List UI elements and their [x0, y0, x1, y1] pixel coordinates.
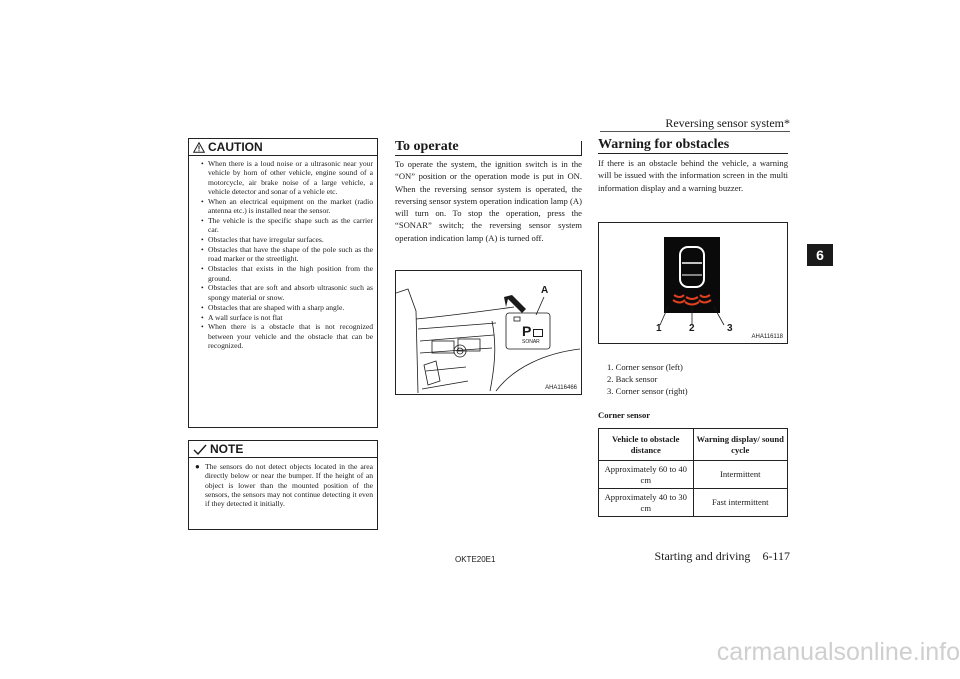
- vehicle-top-view: [664, 237, 720, 313]
- note-text: The sensors do not detect objects located in the area directly below or near the bumper. If the height of an object is lower than the mounted position of the sensors, the sensors may not continue detecting it even if they detected it initially.: [205, 462, 373, 509]
- warning-rule: [598, 153, 788, 154]
- caution-item: • Obstacles that are soft and absorb ultrasonic such as spongy material or snow.: [201, 283, 373, 302]
- page-number: 6-117: [762, 549, 790, 563]
- caution-item: • Obstacles that exists in the high position from the ground.: [201, 264, 373, 283]
- sonar-p-symbol: P: [522, 323, 532, 339]
- table-cell: Approximately 40 to 30 cm: [599, 489, 694, 517]
- pointer-arrow-icon: [500, 293, 528, 321]
- sensor-arc-right: [700, 295, 710, 297]
- caution-item: • Obstacles that have irregular surfaces.: [201, 235, 373, 244]
- corner-sensor-table: [598, 428, 788, 517]
- footer-title: [620, 549, 790, 564]
- chapter-tab: 6: [807, 244, 833, 266]
- sonar-switch: [520, 325, 548, 343]
- table-cell: Fast intermittent: [693, 489, 788, 517]
- display-figure: [598, 222, 788, 344]
- list-item: 3. Corner sensor (right): [607, 386, 688, 396]
- footer-code: OKTE20E1: [455, 555, 496, 564]
- caution-item: • A wall surface is not flat: [201, 313, 373, 322]
- table-row: [599, 461, 788, 489]
- note-check-icon: [193, 444, 207, 455]
- warning-triangle-icon: [193, 142, 205, 153]
- sonar-car-icon: [533, 329, 543, 337]
- sensor-arc-center: [686, 297, 698, 299]
- caution-box: [188, 138, 378, 428]
- caution-header: [189, 139, 377, 156]
- note-box: [188, 440, 378, 530]
- to-operate-text: To operate the system, the ignition switch is in the “ON” position or the operation mode is put in ON. When the reversing sensor system is operated, the reversing sensor system operation indication lamp (A) will turn on. To stop the operation, press the “SONAR” switch; the reversing sensor system operation indication lamp (A) is turned off.: [395, 159, 582, 243]
- to-operate-rule: [395, 155, 582, 156]
- caution-item: • Obstacles that have the shape of the pole such as the road marker or the streetlight.: [201, 245, 373, 264]
- callout-2: 2: [689, 323, 695, 334]
- footer-section: Starting and driving: [654, 549, 751, 563]
- warning-text: If there is an obstacle behind the vehicle, a warning will be issued with the information screen in the multi information display and a warning buzzer.: [598, 158, 788, 193]
- table-cell: Intermittent: [693, 461, 788, 489]
- to-operate-rule-tick: [581, 141, 582, 155]
- list-item: 2. Back sensor: [607, 374, 658, 384]
- note-body: [195, 462, 373, 509]
- caution-item: • When an electrical equipment on the market (radio antenna etc.) is installed near the sensor.: [201, 197, 373, 216]
- caution-item: • The vehicle is the specific shape such as the carrier car.: [201, 216, 373, 235]
- caution-item: • When there is a loud noise or a ultrasonic near your vehicle by horn of other vehicle, engine sound of a motorcycle, air brake noise of a large vehicle, a vehicle detector and sonar of a vehicle etc.: [201, 159, 373, 196]
- table-row: [599, 489, 788, 517]
- table-header-row: [599, 429, 788, 461]
- dashboard-illustration: [396, 271, 581, 394]
- watermark: carmanualsonline.info: [716, 638, 960, 666]
- note-bullet-icon: ●: [195, 462, 200, 471]
- header-rule: [600, 131, 790, 132]
- callout-3: 3: [727, 323, 733, 334]
- caution-list: [189, 159, 377, 350]
- note-label: NOTE: [210, 442, 244, 456]
- figure-code: AHA116118: [751, 334, 783, 340]
- caution-item: • When there is a obstacle that is not recognized between your vehicle and the obstacle that can be recognized.: [201, 322, 373, 350]
- callout-a: A: [541, 285, 549, 296]
- column-header: Warning display/ sound cycle: [693, 429, 788, 461]
- callout-1: 1: [656, 323, 662, 334]
- caution-label: CAUTION: [208, 140, 263, 154]
- running-header: Reversing sensor system*: [665, 116, 790, 130]
- warning-heading: Warning for obstacles: [598, 137, 730, 152]
- corner-sensor-heading: Corner sensor: [598, 410, 651, 420]
- list-item: 1. Corner sensor (left): [607, 362, 683, 372]
- to-operate-heading: To operate: [395, 139, 459, 154]
- sonar-switch-label: SONAR: [522, 339, 540, 345]
- multi-info-display: [664, 237, 720, 313]
- caution-item: • Obstacles that are shaped with a sharp angle.: [201, 303, 373, 312]
- note-header: [189, 441, 377, 458]
- column-header: Vehicle to obstacle distance: [599, 429, 694, 461]
- figure-code: AHA116466: [545, 385, 577, 391]
- sensor-arc-left: [674, 295, 684, 297]
- table-cell: Approximately 60 to 40 cm: [599, 461, 694, 489]
- callout-a-leader: [534, 297, 546, 317]
- sonar-switch-figure: [395, 270, 582, 395]
